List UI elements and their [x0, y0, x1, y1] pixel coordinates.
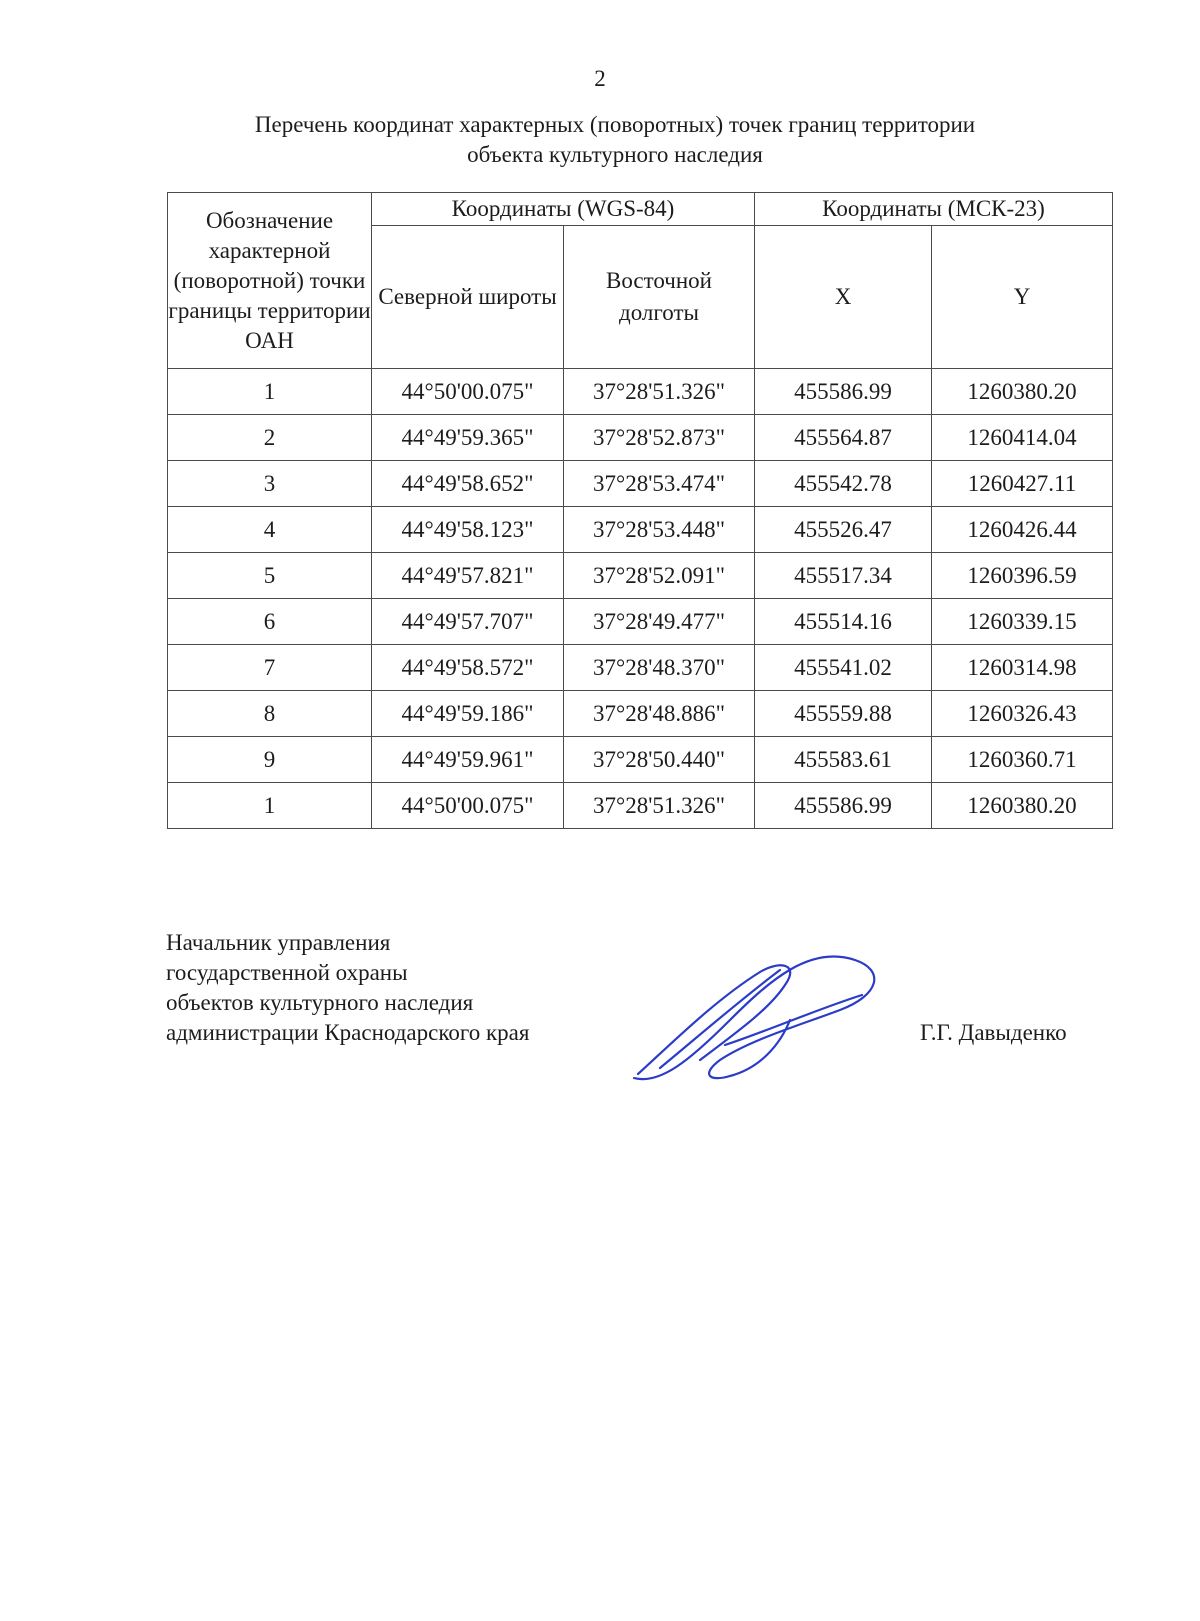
- cell-x: 455564.87: [755, 415, 932, 461]
- header-x: X: [755, 226, 932, 369]
- position-line: Начальник управления: [166, 930, 391, 955]
- cell-lon: 37°28'48.886": [564, 691, 755, 737]
- cell-y: 1260426.44: [932, 507, 1113, 553]
- cell-lon: 37°28'52.091": [564, 553, 755, 599]
- cell-x: 455583.61: [755, 737, 932, 783]
- table-row: [168, 415, 1113, 461]
- cell-x: 455559.88: [755, 691, 932, 737]
- cell-x: 455542.78: [755, 461, 932, 507]
- header-msk23: Координаты (МСК-23): [755, 193, 1113, 226]
- cell-x: 455586.99: [755, 369, 932, 415]
- cell-x: 455586.99: [755, 783, 932, 829]
- position-line: объектов культурного наследия: [166, 990, 474, 1015]
- cell-point: 3: [168, 461, 372, 507]
- cell-y: 1260360.71: [932, 737, 1113, 783]
- table-row: [168, 461, 1113, 507]
- coordinates-table: [167, 192, 1113, 829]
- cell-lat: 44°49'58.572": [372, 645, 564, 691]
- cell-lon: 37°28'49.477": [564, 599, 755, 645]
- cell-y: 1260339.15: [932, 599, 1113, 645]
- cell-point: 2: [168, 415, 372, 461]
- table-row: [168, 599, 1113, 645]
- cell-y: 1260427.11: [932, 461, 1113, 507]
- header-wgs84: Координаты (WGS-84): [372, 193, 755, 226]
- cell-point: 1: [168, 783, 372, 829]
- cell-y: 1260314.98: [932, 645, 1113, 691]
- cell-y: 1260396.59: [932, 553, 1113, 599]
- table-row: [168, 369, 1113, 415]
- position-line: администрации Краснодарского края: [166, 1020, 530, 1045]
- document-title: [150, 110, 1080, 170]
- header-designation: Обозначение характерной (поворотной) точки границы территории ОАН: [168, 193, 372, 369]
- cell-y: 1260326.43: [932, 691, 1113, 737]
- title-line-2: объекта культурного наследия: [467, 142, 763, 167]
- table-row: [168, 553, 1113, 599]
- cell-x: 455514.16: [755, 599, 932, 645]
- cell-lon: 37°28'52.873": [564, 415, 755, 461]
- cell-lat: 44°50'00.075": [372, 783, 564, 829]
- title-line-1: Перечень координат характерных (поворотных) точек границ территории: [254, 112, 976, 137]
- position-line: государственной охраны: [166, 960, 408, 985]
- cell-point: 4: [168, 507, 372, 553]
- cell-lon: 37°28'53.448": [564, 507, 755, 553]
- cell-lon: 37°28'48.370": [564, 645, 755, 691]
- cell-y: 1260414.04: [932, 415, 1113, 461]
- cell-point: 5: [168, 553, 372, 599]
- cell-lat: 44°49'57.707": [372, 599, 564, 645]
- handwritten-signature: [630, 950, 890, 1090]
- cell-point: 1: [168, 369, 372, 415]
- signatory-position: [166, 928, 529, 1048]
- cell-x: 455541.02: [755, 645, 932, 691]
- table-row: [168, 507, 1113, 553]
- page-number: 2: [594, 66, 606, 91]
- cell-x: 455517.34: [755, 553, 932, 599]
- cell-point: 6: [168, 599, 372, 645]
- header-y: Y: [932, 226, 1113, 369]
- cell-x: 455526.47: [755, 507, 932, 553]
- cell-lat: 44°49'59.961": [372, 737, 564, 783]
- cell-lat: 44°49'58.123": [372, 507, 564, 553]
- table-row: [168, 783, 1113, 829]
- cell-lon: 37°28'53.474": [564, 461, 755, 507]
- cell-lat: 44°49'59.186": [372, 691, 564, 737]
- table-row: [168, 645, 1113, 691]
- cell-point: 7: [168, 645, 372, 691]
- signatory-name: Г.Г. Давыденко: [920, 1020, 1067, 1045]
- header-north-latitude: Северной широты: [372, 226, 564, 369]
- cell-point: 9: [168, 737, 372, 783]
- table-row: [168, 737, 1113, 783]
- cell-point: 8: [168, 691, 372, 737]
- cell-lon: 37°28'50.440": [564, 737, 755, 783]
- cell-lat: 44°49'57.821": [372, 553, 564, 599]
- cell-lat: 44°49'59.365": [372, 415, 564, 461]
- cell-lat: 44°49'58.652": [372, 461, 564, 507]
- header-east-longitude: Восточной долготы: [564, 226, 755, 369]
- cell-lon: 37°28'51.326": [564, 369, 755, 415]
- cell-lat: 44°50'00.075": [372, 369, 564, 415]
- table-body: [168, 369, 1113, 829]
- cell-y: 1260380.20: [932, 369, 1113, 415]
- table-row: [168, 691, 1113, 737]
- cell-lon: 37°28'51.326": [564, 783, 755, 829]
- cell-y: 1260380.20: [932, 783, 1113, 829]
